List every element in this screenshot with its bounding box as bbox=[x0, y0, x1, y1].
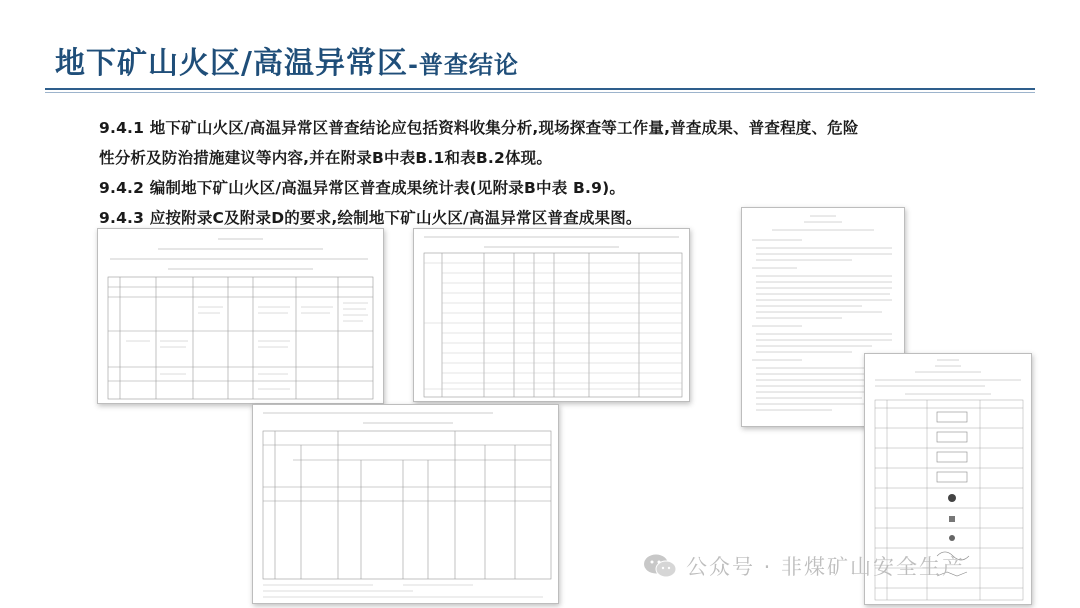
doc-thumbnail-table-b2 bbox=[413, 228, 690, 402]
watermark-text: 公众号 · 非煤矿山安全生产 bbox=[686, 555, 966, 579]
paragraph-1: 9.4.1 地下矿山火区/高温异常区普查结论应包括资料收集分析,现场探查等工作量,普查成果、普查程度、危险 bbox=[99, 119, 859, 137]
title-divider-thin bbox=[45, 92, 1035, 93]
paragraph-3: 9.4.2 编制地下矿山火区/高温异常区普查成果统计表(见附录B中表 B.9)。 bbox=[99, 179, 626, 197]
title-main: 地下矿山火区/高温异常区 bbox=[55, 46, 408, 81]
title-divider bbox=[45, 88, 1035, 90]
doc-thumbnail-table-b1 bbox=[97, 228, 384, 404]
doc-thumbnail-table-b9 bbox=[252, 404, 559, 604]
wechat-icon bbox=[643, 553, 677, 579]
title-sub: -普查结论 bbox=[407, 51, 519, 79]
paragraph-2: 性分析及防治措施建议等内容,并在附录B中表B.1和表B.2体现。 bbox=[99, 149, 553, 167]
paragraph-4: 9.4.3 应按附录C及附录D的要求,绘制地下矿山火区/高温异常区普查成果图。 bbox=[99, 209, 642, 227]
page-title bbox=[55, 38, 519, 82]
